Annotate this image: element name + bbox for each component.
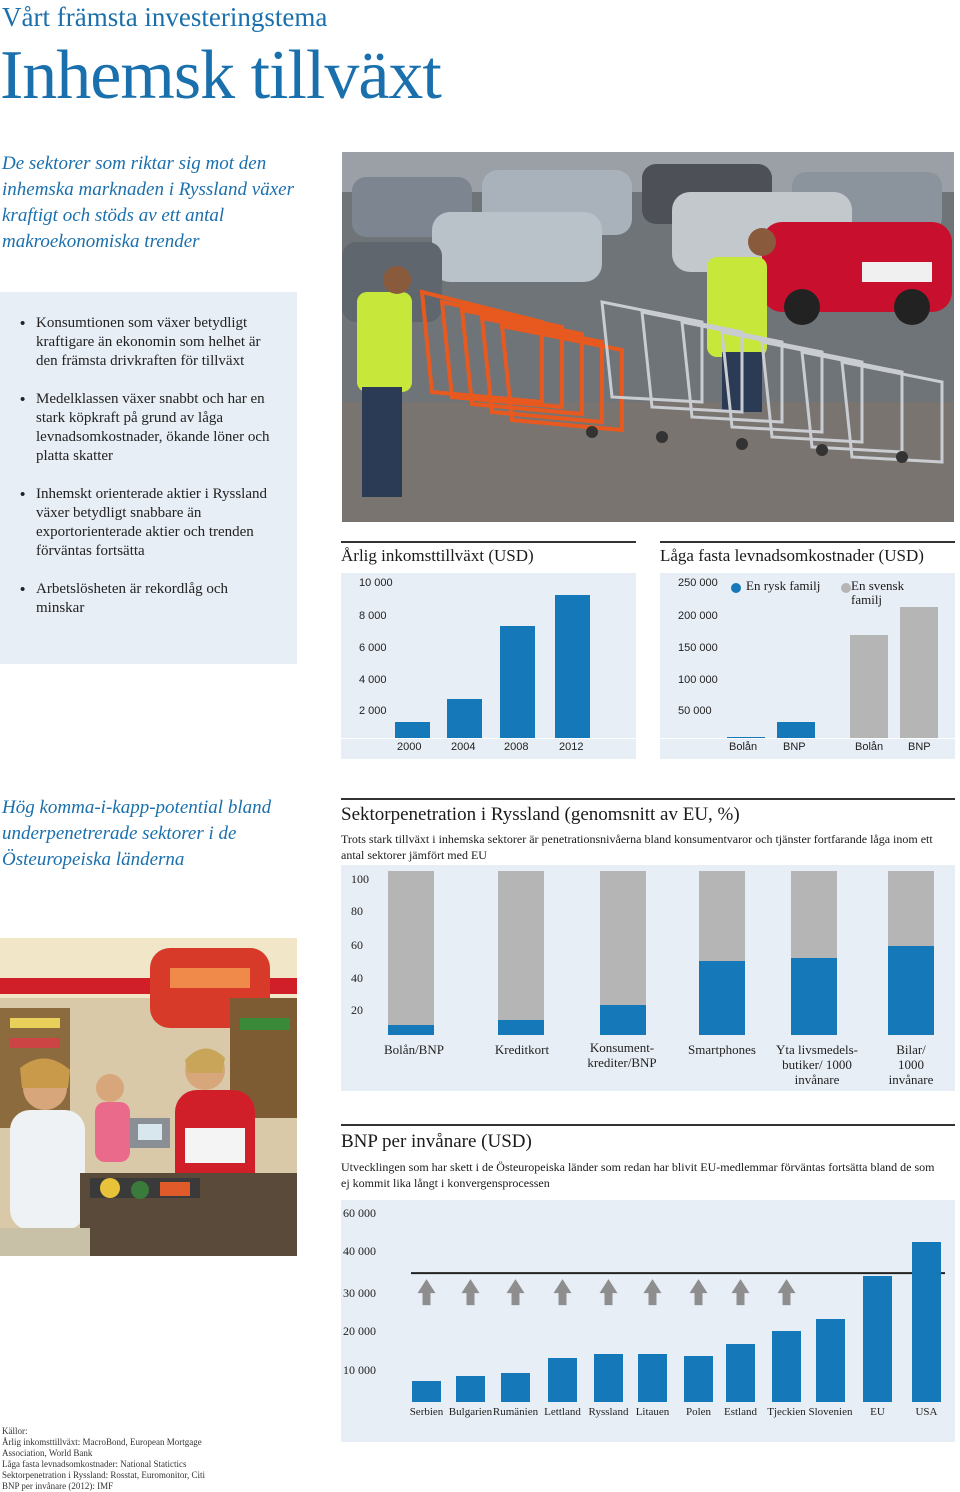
- chart4-xtick: Ryssland: [588, 1406, 629, 1418]
- chart4-xtick: Estland: [724, 1406, 757, 1418]
- up-arrow-icon: [462, 1279, 480, 1305]
- up-arrow-icon: [418, 1279, 436, 1305]
- supermarket-image: [0, 938, 297, 1256]
- chart4-bar: [772, 1331, 801, 1402]
- up-arrow-icon: [644, 1279, 662, 1305]
- legend-swatch-swedish: [841, 583, 851, 593]
- chart4-bar: [726, 1344, 755, 1403]
- shopping-carts-photo: [342, 152, 954, 522]
- legend-label-russian: En rysk familj: [746, 578, 821, 593]
- chart3-xtick: Smartphones: [688, 1042, 756, 1057]
- chart2-bar-swedish: [900, 607, 938, 738]
- chart3-ytick: 60: [351, 938, 363, 952]
- up-arrow-icon: [507, 1279, 525, 1305]
- chart4-bar: [638, 1354, 667, 1402]
- legend-label-swedish: En svensk familj: [851, 578, 905, 607]
- chart1-bar: [500, 626, 535, 738]
- chart1-bar: [555, 595, 590, 738]
- chart4-xtick: Bulgarien: [448, 1406, 493, 1418]
- chart4-xtick: Litauen: [635, 1406, 670, 1418]
- chart4-subtitle: Utvecklingen som har skett i de Östeuropeiska länder som redan har blivit EU-medlemmar förväntas fortsätta bland de som ej kommit lika långt i konvergensprocessen: [341, 1160, 935, 1190]
- chart4-xtick: Polen: [685, 1406, 712, 1418]
- bullet-item: • Inhemskt orienterade aktier i Ryssland växer betydligt snabbare än exportorienterade aktier och trenden förväntas fortsätta: [18, 485, 280, 561]
- up-arrow-icon: [554, 1279, 572, 1305]
- chart1-ytick: 2 000: [359, 705, 387, 717]
- chart3-xtick: Konsument- krediter/BNP: [587, 1040, 657, 1070]
- chart4-xtick: Lettland: [544, 1406, 581, 1418]
- sources: Källor: Årlig inkomsttillväxt: MacroBond, European Mortgage Association, World Bank Låga fasta levnadsomkostnader: National Statictics Sektorpenetration i Ryssland: Rosstat, Euromonitor, Citi BNP per invånare (2012): IMF: [2, 1426, 206, 1491]
- chart3-ytick: 40: [351, 971, 363, 985]
- chart3-ytick: 100: [351, 872, 369, 886]
- chart2-topline: [660, 541, 955, 543]
- chart1-plot: [341, 573, 636, 759]
- chart2-title: Låga fasta levnadsomkostnader (USD): [660, 546, 924, 565]
- chart1-xtick: 2012: [559, 741, 584, 753]
- chart4-bar: [684, 1356, 713, 1402]
- chart1-bar: [447, 699, 482, 738]
- chart4-xtick: Rumänien: [492, 1406, 539, 1418]
- chart2-plot: [660, 573, 955, 759]
- chart3-plot: [341, 865, 955, 1091]
- chart3-bar-eu: [388, 871, 434, 1035]
- chart1-ytick: 8 000: [359, 610, 387, 622]
- chart3-bar-russia: [388, 1025, 434, 1035]
- chart4-bar: [863, 1276, 892, 1402]
- chart4-bar: [501, 1373, 530, 1402]
- chart3-bar-russia: [600, 1005, 646, 1035]
- bullet-list: [18, 314, 280, 637]
- chart3-bar-russia: [498, 1020, 544, 1035]
- bullet-panel: [0, 292, 297, 664]
- chart1-xtick: 2004: [451, 741, 476, 753]
- chart4-ytick: 20 000: [343, 1324, 376, 1338]
- chart2-xtick: Bolån: [855, 741, 884, 753]
- chart4-topline: [341, 1124, 955, 1126]
- page-title: Inhemsk tillväxt: [0, 37, 441, 114]
- chart1-ytick: 10 000: [359, 577, 393, 589]
- chart4-bar: [456, 1376, 485, 1402]
- chart4-xtick: EU: [870, 1406, 885, 1418]
- intro-text: De sektorer som riktar sig mot den inhemska marknaden i Ryssland växer kraftigt och stöds av ett antal makroekonomiska trender: [2, 153, 294, 252]
- chart3-bar-eu: [498, 871, 544, 1035]
- bullet-item: • Konsumtionen som växer betydligt kraftigare än ekonomin som helhet är den främsta drivkraften för tillväxt: [18, 314, 280, 371]
- chart1-ytick: 6 000: [359, 642, 387, 654]
- chart4-bar: [412, 1381, 441, 1402]
- chart1-title: Årlig inkomsttillväxt (USD): [341, 546, 534, 565]
- chart3-xtick: Kreditkort: [494, 1042, 550, 1057]
- up-arrow-icon: [600, 1279, 618, 1305]
- chart3-xtick: Bilar/ 1000 invånare: [888, 1042, 934, 1087]
- chart4-bar: [548, 1358, 577, 1402]
- chart1-ytick: 4 000: [359, 674, 387, 686]
- chart4-bar: [816, 1319, 845, 1402]
- chart2-xtick: Bolån: [729, 741, 758, 753]
- chart2-ytick: 50 000: [678, 705, 712, 717]
- chart4-xtick: Serbien: [409, 1406, 444, 1418]
- chart4-xtick: USA: [915, 1406, 938, 1418]
- chart2-bar-russian: [777, 722, 815, 738]
- bullet-item: • Medelklassen växer snabbt och har en stark köpkraft på grund av låga levnadsomkostnader, ökande löner och platta skatter: [18, 390, 280, 466]
- chart3-bar-russia: [888, 946, 934, 1035]
- bullet-item: • Arbetslösheten är rekordlåg och minskar: [18, 580, 280, 618]
- chart3-xtick: Bolån/BNP: [384, 1042, 444, 1057]
- chart3-topline: [341, 798, 955, 800]
- chart3-subtitle: Trots stark tillväxt i inhemska sektorer är penetrationsnivåerna bland konsumentvaror och tjänster fortfarande låga inom ett antal sektorer jämfört med EU: [341, 832, 933, 862]
- shopping-carts-image: [342, 152, 954, 522]
- chart1-topline: [341, 541, 636, 543]
- chart2-xtick: BNP: [783, 741, 806, 753]
- up-arrow-icon: [690, 1279, 708, 1305]
- chart4-ytick: 30 000: [343, 1286, 376, 1300]
- chart2-ytick: 200 000: [678, 610, 718, 622]
- chart4-plot: [341, 1200, 955, 1442]
- chart4-ytick: 40 000: [343, 1244, 376, 1258]
- chart4-title: BNP per invånare (USD): [341, 1131, 532, 1152]
- chart3-ytick: 20: [351, 1003, 363, 1017]
- supermarket-checkout-photo: [0, 938, 297, 1256]
- chart2-bar-russian: [727, 737, 765, 738]
- chart2-ytick: 150 000: [678, 642, 718, 654]
- chart2-xtick: BNP: [908, 741, 931, 753]
- chart3-bar-russia: [791, 958, 837, 1035]
- section2-heading: Hög komma-i-kapp-potential bland underpenetrerade sektorer i de Östeuropeiska länderna: [2, 797, 272, 870]
- chart4-ytick: 60 000: [343, 1206, 376, 1220]
- chart1-xtick: 2000: [397, 741, 422, 753]
- chart1-bar: [395, 722, 430, 738]
- chart4-bar: [912, 1242, 941, 1402]
- up-arrow-icon: [732, 1279, 750, 1305]
- chart4-xtick: Tjeckien: [767, 1406, 806, 1418]
- chart3-xtick: Yta livsmedels- butiker/ 1000 invånare: [776, 1042, 858, 1087]
- kicker: Vårt främsta investeringstema: [2, 2, 328, 32]
- chart2-ytick: 250 000: [678, 577, 718, 589]
- chart2-ytick: 100 000: [678, 674, 718, 686]
- chart4-ytick: 10 000: [343, 1363, 376, 1377]
- chart4-xtick: Slovenien: [808, 1406, 853, 1418]
- up-arrow-icon: [778, 1279, 796, 1305]
- chart4-bar: [594, 1354, 623, 1402]
- chart2-bar-swedish: [850, 635, 888, 738]
- chart3-bar-russia: [699, 961, 745, 1035]
- chart3-ytick: 80: [351, 904, 363, 918]
- legend-swatch-russian: [731, 583, 741, 593]
- chart1-xtick: 2008: [504, 741, 529, 753]
- chart3-title: Sektorpenetration i Ryssland (genomsnitt av EU, %): [341, 804, 740, 825]
